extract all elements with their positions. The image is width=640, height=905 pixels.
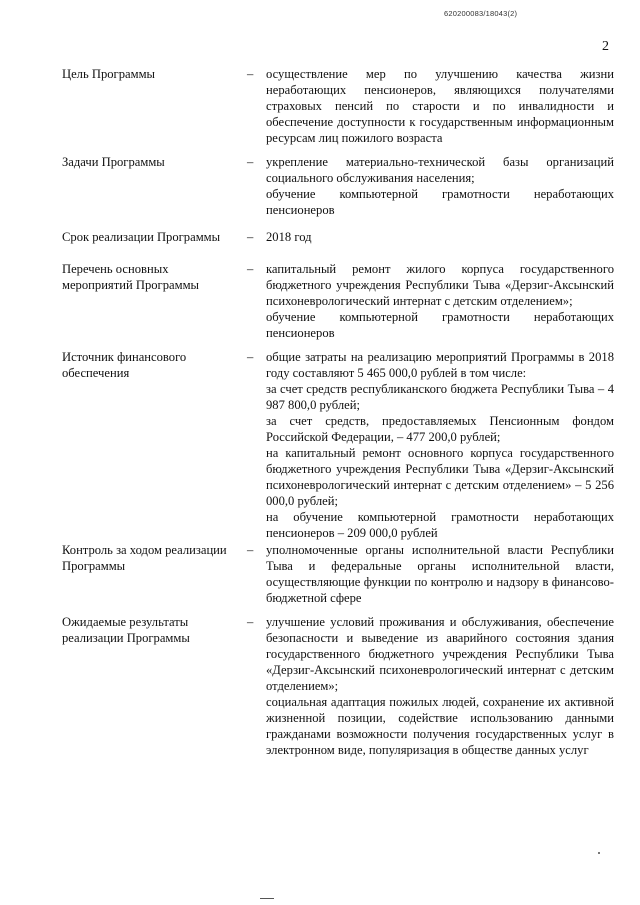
row-content [266,349,614,541]
row-dash: – [247,230,254,244]
content-paragraph: улучшение условий проживания и обслуживания, обеспечение безопасности и выведение из аварийного состояния здания государственного бюджетного учреждения Республики Тыва «Дерзиг-Аксынский психоневрологический интернат с детским отделением»; [266,615,614,693]
content-paragraph: осуществление мер по улучшению качества жизни неработающих пенсионеров, являющихся получателями страховых пенсий по старости и по инвалидности и обеспечение доступности к государственным информационным ресурсам лиц пожилого возраста [266,67,614,145]
row-label: Перечень основных мероприятий Программы [62,262,199,292]
row-content [266,229,614,245]
content-paragraph: на обучение компьютерной грамотности неработающих пенсионеров – 209 000,0 рублей [266,510,614,540]
content-paragraph: обучение компьютерной грамотности неработающих пенсионеров [266,310,614,340]
content-paragraph: уполномоченные органы исполнительной власти Республики Тыва и федеральные органы исполнительной власти, осуществляющие функции по контролю и надзору в финансово-бюджетной сфере [266,543,614,605]
row-content [266,261,614,341]
row-dash: – [247,350,254,364]
content-paragraph: на капитальный ремонт основного корпуса государственного бюджетного учреждения Республики Тыва «Дерзиг-Аксынский психоневрологический интернат с детским отделением» – 5 256 000,0 рублей; [266,446,614,508]
row-dash: – [247,67,254,81]
content-paragraph: общие затраты на реализацию мероприятий Программы в 2018 году составляют 5 465 000,0 рублей в том числе: [266,350,614,380]
row-dash: – [247,155,254,169]
scan-artifact [598,852,600,854]
row-content [266,614,614,758]
content-paragraph: 2018 год [266,230,312,244]
row-content [266,154,614,218]
content-paragraph: социальная адаптация пожилых людей, сохранение их активной жизненной позиции, содействие использованию данными гражданами возможности получения государственных услуг в электронном виде, популяризация в обществе данных услуг [266,695,614,757]
row-label: Задачи Программы [62,155,165,169]
row-dash: – [247,262,254,276]
scan-artifact [260,898,274,899]
content-paragraph: обучение компьютерной грамотности неработающих пенсионеров [266,187,614,217]
row-dash: – [247,615,254,629]
row-label: Цель Программы [62,67,156,81]
row-label: Срок реализации Программы [62,230,221,244]
row-content [266,66,614,146]
content-paragraph: капитальный ремонт жилого корпуса государственного бюджетного учреждения Республики Тыва «Дерзиг-Аксынский психоневрологический интернат с детским отделением»; [266,262,614,308]
row-label: Ожидаемые результаты реализации Программы [62,615,190,645]
row-content [266,542,614,606]
document-code: 620200083/18043(2) [444,9,518,18]
content-paragraph: за счет средств республиканского бюджета Республики Тыва – 4 987 800,0 рублей; [266,382,614,412]
content-paragraph: за счет средств, предоставляемых Пенсионным фондом Российской Федерации, – 477 200,0 рублей; [266,414,614,444]
content-paragraph: укрепление материально-технической базы организаций социального обслуживания населения; [266,155,614,185]
page-number: 2 [602,39,609,54]
row-label: Контроль за ходом реализации Программы [62,543,227,573]
row-dash: – [247,543,254,557]
row-label: Источник финансового обеспечения [62,350,187,380]
